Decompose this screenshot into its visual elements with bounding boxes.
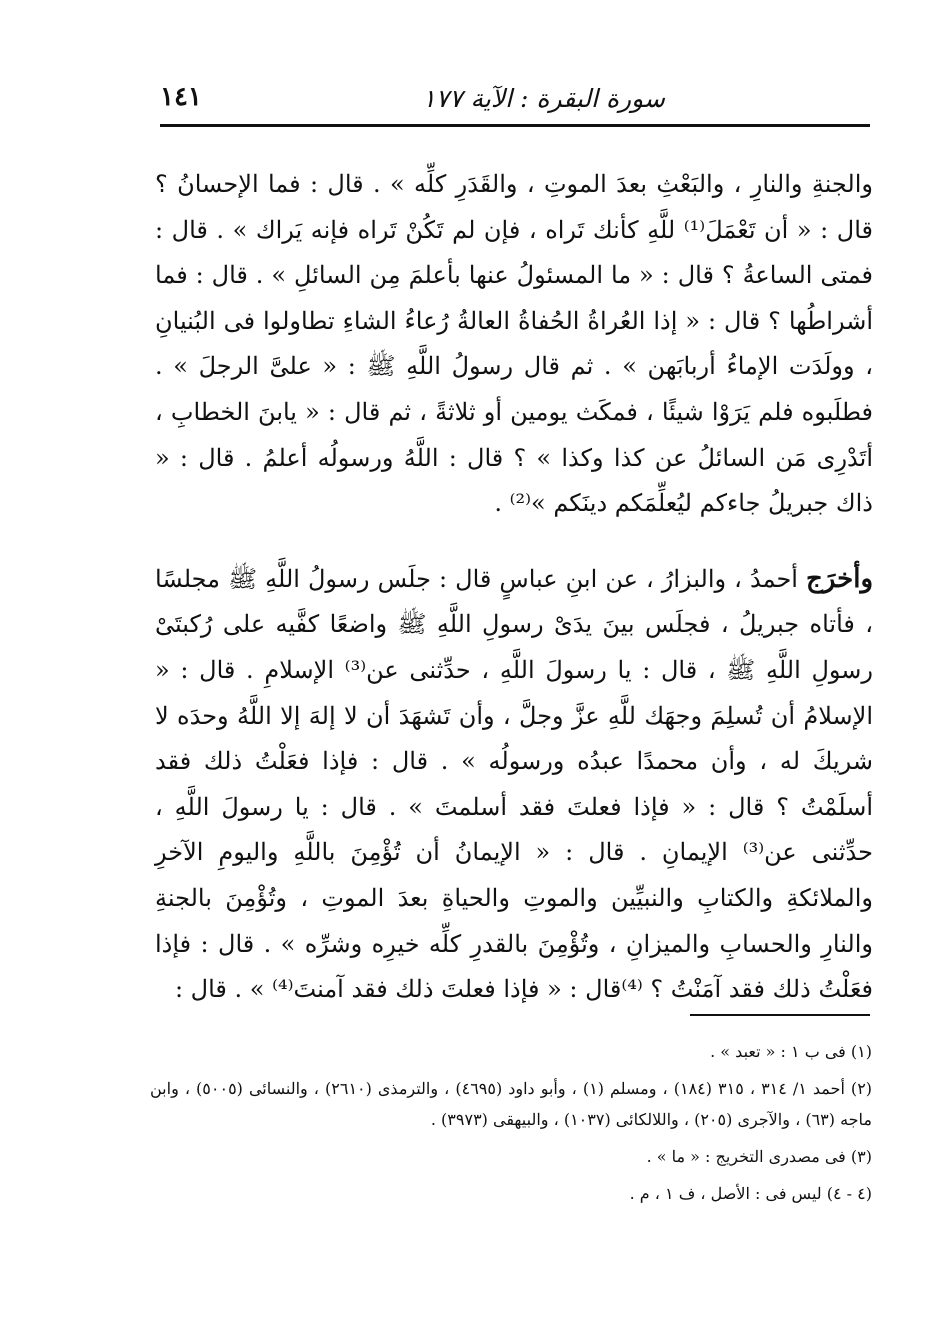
paragraph (155, 557, 873, 1013)
page-title: سورة البقرة : الآية ١٧٧ (422, 84, 665, 113)
footnote: (٤ - ٤) ليس فى : الأصل ، ف ١ ، م . (629, 1184, 872, 1203)
running-header (160, 82, 870, 122)
footnote-divider (690, 1014, 870, 1016)
footnote: (٣) فى مصدرى التخريج : « ما » . (646, 1147, 872, 1166)
page-number: ١٤١ (160, 82, 202, 112)
footnote: (٢) أحمد ١/ ٣١٤ ، ٣١٥ (١٨٤) ، ومسلم (١) ، وأبو داود (٤٦٩٥) ، والترمذى (٢٦١٠) ، والنسائى (٥٠٠٥) ، وابن ماجه (٦٣) ، والآجرى (٢٠٥) ، واللالكائى (١٠٣٧) ، والبيهقى (٣٩٧٣) . (150, 1079, 873, 1129)
main-text (155, 162, 873, 1013)
footnote: (١) فى ب ١ : « تعبد » . (710, 1042, 872, 1061)
header-divider (160, 124, 870, 127)
paragraph-lead-word: وأخرَج (806, 563, 873, 594)
footnotes (150, 1036, 872, 1215)
paragraph: والجنةِ والنارِ ، والبَعْثِ بعدَ الموتِ ، والقَدَرِ كلِّه » . قال : فما الإحسانُ ؟ قال : « أن تَعْمَلَ⁽¹⁾ للَّهِ كأنك تَراه ، فإن لم تَكُنْ تَراه فإنه يَراك » . قال : فمتى الساعةُ ؟ قال : « ما المسئولُ عنها بأعلمَ مِن السائلِ » . قال : فما أشراطُها ؟ قال : « إذا العُراةُ الحُفاةُ العالةُ رُعاءُ الشاءِ تطاولوا فى البُنيانِ ، وولَدَت الإماءُ أربابَهن » . ثم قال رسولُ اللَّهِ ﷺ : « علىَّ الرجلَ » . فطلَبوه فلم يَرَوْا شيئًا ، فمكَث يومين أو ثلاثةً ، ثم قال : « يابنَ الخطابِ ، أتَدْرِى مَن السائلُ عن كذا وكذا » ؟ قال : اللَّهُ ورسولُه أعلمُ . قال : « ذاك جبريلُ جاءكم ليُعلِّمَكم دينَكم »⁽²⁾ . (155, 170, 873, 518)
paragraph-text: أحمدُ ، والبزارُ ، عن ابنِ عباسٍ قال : جلَس رسولُ اللَّهِ ﷺ مجلسًا ، فأتاه جبريلُ ، فجلَس بينَ يدَىْ رسولِ اللَّهِ ﷺ واضعًا كفَّيه على رُكبتَىْ رسولِ اللَّهِ ﷺ ، قال : يا رسولَ اللَّهِ ، حدِّثنى عن⁽³⁾ الإسلامِ . قال : « الإسلامُ أن تُسلِمَ وجهَك للَّهِ عزَّ وجلَّ ، وأن تَشهَدَ أن لا إلهَ إلا اللَّهُ وحدَه لا شريكَ له ، وأن محمدًا عبدُه ورسولُه » . قال : فإذا فعَلْتُ ذلك فقد أسلَمْتُ ؟ قال : « فإذا فعلتَ فقد أسلمتَ » . قال : يا رسولَ اللَّهِ ، حدِّثنى عن⁽³⁾ الإيمانِ . قال : « الإيمانُ أن تُؤْمِنَ باللَّهِ واليومِ الآخرِ والملائكةِ والكتابِ والنبيِّين والموتِ والحياةِ بعدَ الموتِ ، وتُؤْمِنَ بالجنةِ والنارِ والحسابِ والميزانِ ، وتُؤْمِنَ بالقدرِ كلِّه خيرِه وشرِّه » . قال : فإذا فعَلْتُ ذلك فقد آمَنْتُ ؟ ⁽⁴⁾قال : « فإذا فعلتَ ذلك فقد آمنتَ⁽⁴⁾ » . قال : (155, 564, 873, 1004)
